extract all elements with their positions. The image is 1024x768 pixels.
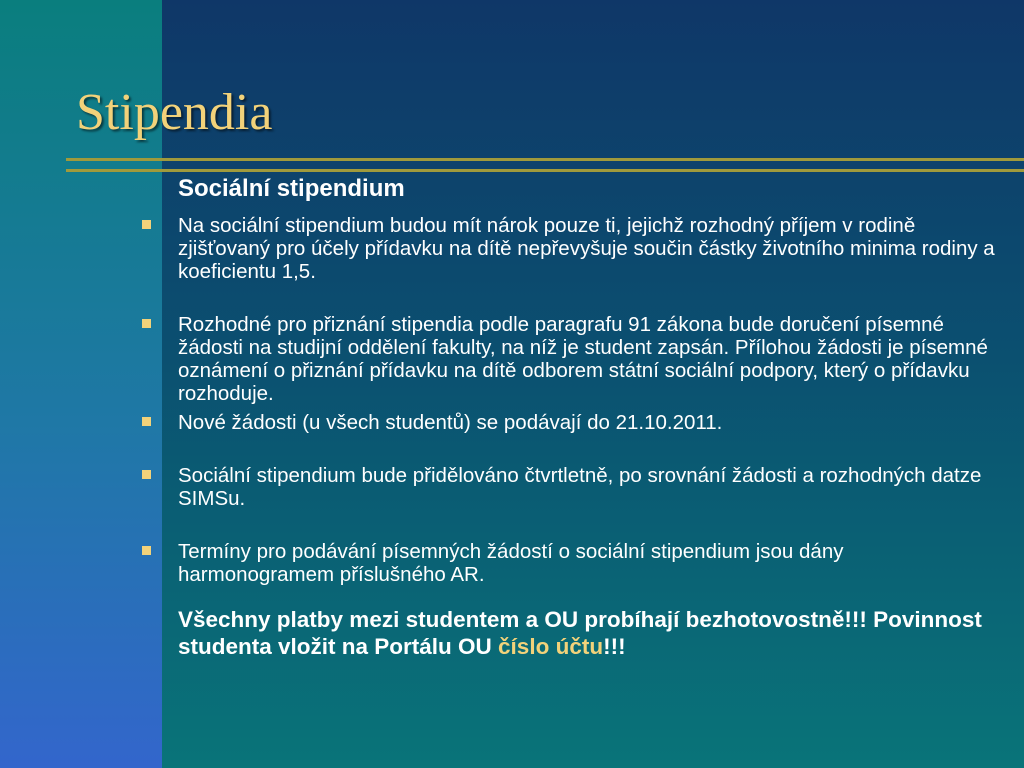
bullet-text: Sociální stipendium bude přidělováno čtvrtletně, po srovnání žádosti a rozhodných datze SIMSu. xyxy=(178,464,982,510)
title-rule-bottom xyxy=(66,169,1024,172)
title-rule-top xyxy=(66,158,1024,161)
account-number-highlight: číslo účtu xyxy=(498,634,604,659)
bullet-text: Rozhodné pro přiznání stipendia podle paragrafu 91 zákona bude doručení písemné žádosti na studijní oddělení fakulty, na níž je student zapsán. Přílohou žádosti je písemné oznámení o přiznání přídavku na dítě odborem státní sociální podpory, který o přídavku rozhoduje. xyxy=(178,313,988,405)
bullet-text: Nové žádosti (u všech studentů) se podávají do 21.10.2011. xyxy=(178,411,723,434)
square-bullet-icon xyxy=(142,319,151,328)
subheading: Sociální stipendium xyxy=(178,175,405,202)
square-bullet-icon xyxy=(142,546,151,555)
bullet-list xyxy=(140,214,1000,586)
square-bullet-icon xyxy=(142,220,151,229)
bullet-text: Na sociální stipendium budou mít nárok pouze ti, jejichž rozhodný příjem v rodině zjišťovaný pro účely přídavku na dítě nepřevyšuje součin částky životního minima rodiny a koeficientu 1,5. xyxy=(178,214,995,283)
slide-title: Stipendia xyxy=(76,84,273,141)
square-bullet-icon xyxy=(142,417,151,426)
bullet-item xyxy=(140,313,1000,405)
bullet-text: Termíny pro podávání písemných žádostí o sociální stipendium jsou dány harmonogramem příslušného AR. xyxy=(178,540,844,586)
payment-notice-text: Všechny platby mezi studentem a OU probíhají bezhotovostně!!! Povinnost studenta vložit na Portálu OU xyxy=(178,607,982,659)
bullet-item xyxy=(140,464,1000,510)
square-bullet-icon xyxy=(142,470,151,479)
payment-notice-exclamation: !!! xyxy=(603,634,626,659)
slide-content xyxy=(140,174,1000,660)
bullet-item xyxy=(140,411,1000,434)
bullet-item xyxy=(140,540,1000,586)
payment-notice xyxy=(178,606,1000,660)
bullet-item xyxy=(140,214,1000,283)
